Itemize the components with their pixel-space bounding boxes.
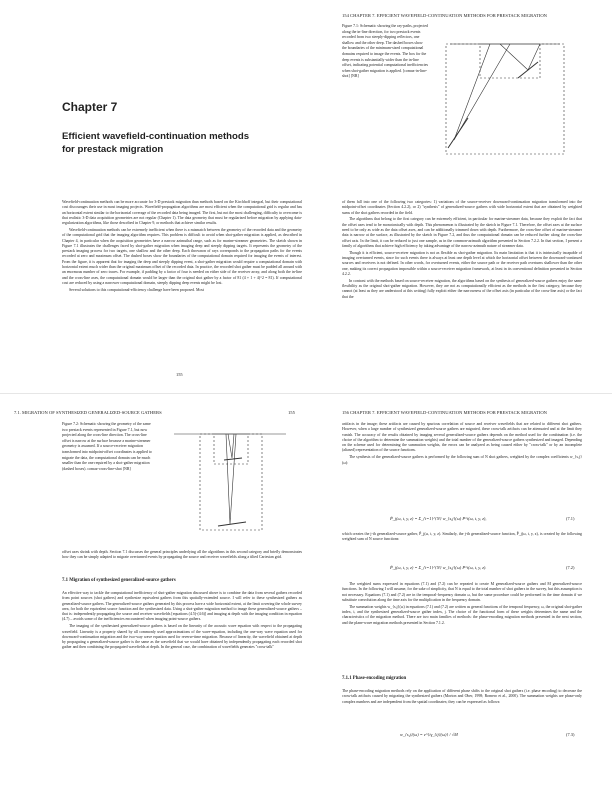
paragraph: Wavefield-continuation methods can be more accurate for 3-D prestack migration than methods based on the Kirchhoff integral, but their computational cost discourages their use in most imaging projects. Wavefield-propagation algorithms are most efficient when the computational grid is regular and has an horizontal extent similar to the horizontal coverage of the recorded data being imaged. The first, but not the most challenging, difficulty to overcome is that realistic 3-D data acquisition geometries are not regular (Chapter 1). The data geometry that must be regularized before migration by applying data-regularization algorithms, like those described in Chapter 9, or methods that achieve similar results. [62,200,302,226]
figure-7-2-sketch [170,430,290,540]
paragraph: The algorithms that belong to the first category can be extremely efficient, in particular for marine-streamer data, because they exploit the fact that the offset axes tend to be monotonically with depth. This phenomenon is illustrated by the sketch in Figure 7.1. Therefore, the offset axes at the surface need to be only as wide as the data offset axes, and can be additionally trimmed down with depth. Furthermore, the cross-line offset of marine-streamer data is narrow at the surface, as illustrated by the sketch in Figure 7.2, and thus the computational domain can be reduced further along the cross-line offset axis. In the limit, it can be reduced to just one sample, as in the common-azimuth algorithm presented in Section 7.2.2. In that section, I present a family of algorithms that achieve high efficiency by taking advantage of the narrow-azimuth nature of streamer data. [342,217,582,248]
running-header-bottom-left: 7.1. MIGRATION OF SYNTHESIZED GENERALIZED-SOURCE GATHERS [14,410,162,415]
paragraph: Several solutions to this computational-efficiency challenge have been proposed. Most [69,287,204,292]
paragraph: artifacts in the image; these artifacts are caused by spurious correlation of source and receiver wavefields that are related to different shot gathers. However, when a large number of synthesized generalized-source gathers are migrated, these cross-talk artifacts can be attenuated and at the limit they vanish. The accuracy of the results obtained by imaging several generalized-source gathers depends on the method used for the combination (i.e. the choice of the algorithm to determine the summation weights) and the total number of the generalized-source gathers synthesized and imaged. Depending on the scheme used for determining the summation weights, the errors can be analyzed as being caused either by "cross-talk" or by an incomplete (aliased) representation of the source functions. [342,422,582,453]
section-7-1-title: 7.1 Migration of synthesized generalized-source gathers [62,578,176,583]
page2-right-after [342,582,582,627]
equation-7-2-number: (7.2) [566,565,575,570]
deep-domain-box [446,44,564,154]
paragraph: The summation weights w_{s,j}(ω) in equations (7.1) and (7.2) are written as general functions of the temporal frequency, ω, the original shot-gather index, i, and the synthesized generalized-source gather index, j. The choice of the functional form of these weights determines the name and the characteristics of the migration method. There are two main families of methods: the phase-encoding migration methods presented in the next section, and the plane-wave migration methods presented in Section 7.1.2. [342,604,582,625]
running-header-bottom-right: 156 CHAPTER 7. EFFICIENT WAVEFIELD-CONTINUATION METHODS FOR PRESTACK MIGRATION [342,410,547,415]
figure-7-2-caption: Figure 7.2: Schematic showing the geometry of the same two prestack events represented in Figure 7.1, but now projected along the cross-line direction. The cross-line offset is narrow at the surface because a marine-streamer geometry is assumed. If a source-receiver migration transformed into midpoint-offset coordinates is applied to migrate the data, the computational domain can be much smaller than the one required by a shot-gather migration (dashed boxes). comaz-cross-line-shot [NR] [62,422,152,471]
paragraph: offset axes shrink with depth. Section 7.1 discusses the general principles underlying all the algorithms in this second category and briefly demonstrates how they can be simply adapted to migrate overturned events by propagating the source and receiver wavefields along a tilted Cartesian grid. [62,550,302,560]
figure-7-1-sketch [440,40,570,160]
deep-raypath [226,434,236,524]
equation-7-3-number: (7.3) [566,732,575,737]
page2-left-intro [62,550,302,562]
equation-7-1: P̃_j(ω, t, y, z) = Σ_{i=1}^{N} w_{s,j}(ω) P^i(ω, t, y, z), [390,516,487,521]
paragraph: of them fall into one of the following two categories: 1) variations of the source-receiver downward-continuation migration transformed into the midpoint-offset coordinates (Section 4.2.2), or 2) "synthesis" of generalized-source gathers with wide horizontal extent that are obtained by weighted sums of the shot gathers recorded in the field. [342,200,582,215]
paragraph: which creates the j-th generalized-source gather, P̃_j(ω, t, y, z). Similarly, the j-th generalized-source function, P̃_j(ω, t, y, z), is created by the following weighted sum of N source functions: [342,532,582,542]
deep-domain-box [200,434,262,530]
paragraph: Wavefield-continuation methods can be extremely inefficient when there is a mismatch between the geometry of the recorded data and the geometry of the computational grid that the imaging algorithm requires. This problem is difficult to avoid when shot-gather migration is applied, as described in Chapter 4, in particular when the acquisition geometries have a narrow azimuthal range, such as for marine-streamer geometries. The sketch shown in Figure 7.1 illustrates the challenges faced by shot-gather migration when imaging deep and steeply dipping targets. It represents the geometry of the prestack imaging process for two targets, one shallow and the other deep. Each thrownon of rays corresponds to the propagation paths for the events recorded at zero and maximum offset. The dashed boxes show the boundaries of the computational domain required for imaging the events of interest. From the figure, it is apparent that for imaging the deep and steeply dipping event, a shot-gather migration would require a computational domain with horizontal extent much wider than the original maximum offset of the recorded data. In practice, the recorded shot gather must be padded all around with an enormous number of zero traces. For example, if padding by a factor of four is needed on either side of the receiver array, and along both the in-line and the cross-line axes, the computational domain would be larger than the original shot gather by a factor of 81 (4 + 1 + 4)^2 = 81). If computational cost are reduced by using a narrower computational domain, steeply dipping deep events might be lost. [62,227,302,285]
deep-reflector [448,118,468,148]
page-number: 155 [176,372,183,377]
shallow-reflector [224,458,242,460]
page2-right-sub [342,689,582,706]
paragraph: The phase-encoding migration methods rely on the application of different phase shifts to the original shot gathers (i.e. phase encoding) to decrease the cross-talk artifacts caused by migrating the synthesized gathers (Morton and Ober, 1998; Romero et al., 2000). The summation weights are phase-only complex numbers and are independent from the spatial coordinates; they can be expressed as follows: [342,689,582,704]
shallow-raypath [228,434,234,458]
paragraph: The imaging of the synthesized generalized-source gathers is based on the linearity of the acoustic wave equation with respect to the propagating wavefield. Linearity is a property shared by all commonly used approximations of the wave-equation, including the one-way wave equation used for downward-continuation migration and the two-way wave equation used for reverse-time migration. Because of linearity, the wavefield obtained at depth by propagating a generalized-source gather is the same as the wavefield that we would have obtained by independently propagating each recorded shot gather and then combining the propagated wavefields at depth. In the general case, the combination of wavefields generates "cross-talk" [62,624,302,650]
paragraph: Though it is efficient, source-receiver migration is not as flexible as shot-gather migration. Its main limitation is that it is intrinsically incapable of imaging overturned events, since for such events there is always at least one depth level at which the horizontal offset between the downward-continued sources and receivers is not defined. In other words, for overturned events, either the source path or the receiver path overturns shallower than the other one, making its correct propagation impossible within a source-receiver migration framework, at least in its conventional definition presented in Section 4.2.2. [342,250,582,276]
page-divider [0,393,612,394]
chapter-title: Efficient wavefield-continuation methods for prestack migration [62,131,250,155]
figure-7-1-caption: Figure 7.1: Schematic showing the ray-paths, projected along the in-line direction, for two prestack events recorded from two steeply-dipping reflectors, one shallow and the other deep. The dashed boxes show the boundaries of the minimum-sized computational domains required to image the events. The box for the deep events is substantially wider than the in-line offset, indicating potential computational inefficiencies when shot-gather migration is applied. [comaz-in-line-shot] [NR] [342,24,429,79]
page1-right-text [342,200,582,301]
running-header-top-right: 154 CHAPTER 7. EFFICIENT WAVEFIELD-CONTINUATION METHODS FOR PRESTACK MIGRATION [342,13,547,18]
subsection-7-1-1-title: 7.1.1 Phase-encoding migration [342,676,407,681]
chapter-label: Chapter 7 [62,100,118,114]
paragraph: The synthesis of the generalized-source gathers is performed by the following sum of N shot gathers, weighted by the complex coefficients w_{s,j}(ω): [342,455,582,465]
paragraph: In contrast with the methods based on source-receiver migration, the algorithms based on the synthesis of generalized-source gathers enjoy the same flexibility as the original shot-gather migration. However, they are not as computationally efficient as the methods in the first category, because they cannot (at least as they are understood at this writing) fully exploit either the narrowness of the offset axis (in particular of the cross-line axis) or the fact that the [342,278,582,299]
shallow-domain-box [480,44,540,78]
equation-7-1-number: (7.1) [566,516,575,521]
equation-7-2: P̃_j(ω, t, y, z) = Σ_{i=1}^{N} w_{s,j}(ω) P^i(ω, t, y, z). [390,565,487,570]
deep-reflector [218,522,246,526]
paragraph: An effective way to tackle the computational inefficiency of shot-gather migration discussed above is to combine the data from several gathers recorded from point sources (shot gathers) and synthesize equivalent gathers from this spatially-extended source. I will refer to these synthesized gathers as generalized-source gathers. The generalized-source gathers generated by this process have a wide horizontal extent, at the limit covering the whole survey area, for both the equivalent source function and the synthesized data. Using a shot-gather migration method to image these generalized-source gathers – that is: independently propagating the source and receiver wavefields [equations (4.5)-(4.6)] and imaging at depth with the imaging condition in equation (4.7) – avoids some of the inefficiencies encountered when imaging point-source gathers. [62,591,302,622]
page2-right-mid [342,532,582,544]
paragraph: The weighted sums expressed in equations (7.1) and (7.2) can be repeated to create M generalized-source gathers and M generalized-source functions. In the following I will assume, for the sake of simplicity, that N is equal to the total number of shot gathers in the survey, but this assumption is not necessary. Equations (7.1) and (7.2) are in the temporal-frequency domain ω, but the same procedure could be performed in the time domain if we substitute convolution along the time axis for the multiplication in the frequency domain. [342,582,582,602]
page2-right-text [342,422,582,467]
shallow-reflector [518,62,538,78]
running-header-bottom-left-number: 155 [288,410,295,415]
shallow-raypath [500,44,540,70]
equation-7-3: w_{s,j}(ω) = e^{iγ_{ij}(ω)} / √M [400,732,458,737]
page1-left-text [62,200,302,295]
page2-left-text [62,591,302,652]
